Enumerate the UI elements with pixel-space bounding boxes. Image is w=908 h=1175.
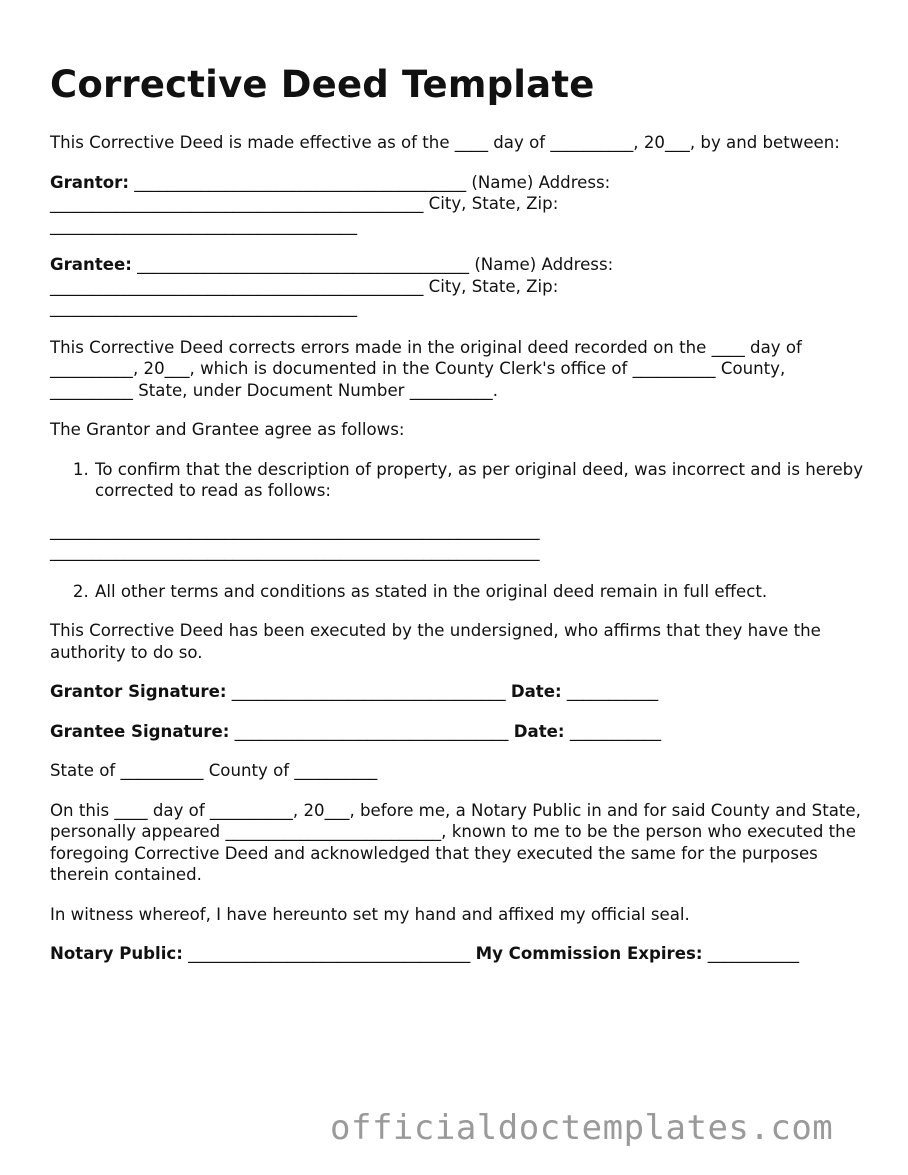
agreement-item-2: 2. All other terms and conditions as stated in the original deed remain in full effect. (94, 581, 870, 603)
correction-paragraph: This Corrective Deed corrects errors made in the original deed recorded on the ____ day of __________, 20___, which is documented in the County Clerk's office of __________ County, __________ State, under Document Number __________. (50, 337, 802, 400)
grantor-signature-line: _________________________________ (226, 682, 511, 701)
commission-label: My Commission Expires: (475, 944, 703, 963)
commission-line: ___________ (702, 944, 800, 963)
execution-paragraph: This Corrective Deed has been executed by the undersigned, who affirms that they have the authority to do so. (50, 621, 821, 662)
agreement-item-1: 1. To confirm that the description of property, as per original deed, was incorrect and is hereby corrected to read as follows: (94, 459, 870, 502)
description-line-2: ___________________________________________________________ (50, 542, 540, 561)
notary-label: Notary Public: (50, 944, 183, 963)
watermark: officialdoctemplates.com (330, 1108, 834, 1148)
state-county-line: State of __________ County of __________ (50, 761, 378, 780)
grantee-block (50, 254, 870, 319)
grantee-label: Grantee: (50, 255, 132, 274)
agreement-list-1 (50, 459, 870, 502)
grantee-signature-label: Grantee Signature: (50, 721, 230, 741)
grantee-date-line: ___________ (564, 721, 662, 741)
witness-paragraph: In witness whereof, I have hereunto set my hand and affixed my official seal. (50, 904, 690, 924)
grantor-label: Grantor: (50, 172, 129, 192)
notary-paragraph: On this ____ day of __________, 20___, before me, a Notary Public in and for said County and State, personally appeared __________________________, known to me to be the person who executed the foregoing Corrective Deed and acknowledged that they executed the same for the purposes therein contained. (50, 800, 861, 884)
grantor-block (50, 172, 870, 237)
notary-row (50, 943, 870, 965)
grantor-date-line: ___________ (561, 682, 659, 701)
grantor-signature-row (50, 681, 870, 703)
description-lines (50, 520, 870, 563)
notary-line: __________________________________ (182, 944, 476, 963)
grantee-date-label: Date: (513, 721, 565, 741)
grantee-fields: ________________________________________ (Name) Address: _____________________________________________ City, State, Zip: _____________________________________ (50, 255, 619, 317)
description-line-1: ___________________________________________________________ (50, 520, 540, 540)
intro-paragraph: This Corrective Deed is made effective as of the ____ day of __________, 20___, by and between: (50, 133, 840, 152)
grantee-signature-row (50, 721, 870, 743)
agree-intro: The Grantor and Grantee agree as follows: (50, 420, 405, 439)
document-title: Corrective Deed Template (50, 63, 595, 106)
grantor-fields: ________________________________________ (Name) Address: _____________________________________________ City, State, Zip: _____________________________________ (50, 172, 616, 235)
grantor-signature-label: Grantor Signature: (50, 682, 227, 701)
grantee-signature-line: _________________________________ (229, 721, 514, 741)
grantor-date-label: Date: (510, 682, 562, 701)
agreement-list-2 (50, 581, 870, 603)
document-page (50, 62, 870, 983)
